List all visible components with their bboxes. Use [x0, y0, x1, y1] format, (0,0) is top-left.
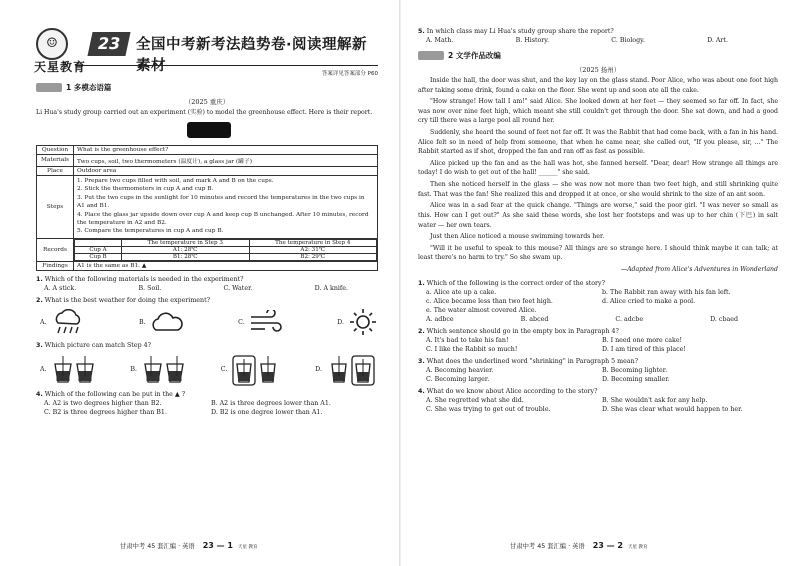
section-tag	[36, 83, 62, 92]
intro-text: Li Hua's study group carried out an experiment (实验) to model the greenhouse effect. Here is their report.	[36, 109, 373, 116]
option[interactable]: A. Math.	[426, 37, 454, 44]
option[interactable]: B. History.	[515, 37, 549, 44]
steps-label: Steps	[37, 175, 74, 239]
paragraph: Inside the hall, the door was shut, and the key lay on the glass stand. Poor Alice, who was about one foot high after taking some drink, found a cake on the floor. She went up and soon ate all the cake.	[418, 77, 778, 94]
option[interactable]: C. B2 is three degrees higher than B1.	[44, 409, 167, 417]
question-value: What is the greenhouse effect?	[74, 145, 378, 154]
findings-label: Findings	[37, 262, 74, 271]
paragraph: Alice was in a sad fear at the quick change. "Things are worse," said the poor girl. "I was never so small as this. How can I get out?" As she said these words, she lost her footsteps and was up to her chin (下巴) in salt water — her own tears.	[418, 202, 778, 229]
step-item: 5. Compare the temperatures in cup A and cup B.	[77, 228, 224, 235]
option[interactable]: B. She wouldn't ask for any help.	[602, 396, 708, 404]
page-footer: 甘肃中考 45 套汇编 · 英语 23 — 2 天星 教育	[510, 541, 648, 550]
records-cup: Cup B	[75, 254, 122, 261]
paragraph: "Will it be useful to speak to this mouse? All things are so strange here. I should think maybe it can talk; at least there's no harm to try." So she swam up.	[418, 244, 778, 262]
option[interactable]: C.	[238, 310, 283, 334]
question-1: 1. Which of the following materials is needed in the experiment? A. A stick. B. Soil. C. Water. D. A knife.	[36, 276, 348, 293]
jar-over-cups-icon	[326, 352, 378, 386]
section-tag	[418, 51, 444, 60]
section-heading-2: 2 文学作品改编	[418, 50, 778, 61]
records-cup: Cup A	[75, 247, 122, 254]
page-footer: 甘肃中考 45 套汇编 · 英语 23 — 1 天星 教育	[120, 541, 258, 550]
question-label: Question	[37, 145, 74, 154]
option[interactable]: A. A stick.	[44, 285, 77, 293]
source-year: （2025 重庆）	[184, 98, 230, 106]
records-head: The temperature in Step 4	[249, 240, 377, 247]
option[interactable]: D. She was clear what would happen to her.	[602, 405, 743, 413]
option[interactable]: A.	[40, 309, 85, 335]
records-value: A2: 31℃	[249, 247, 377, 254]
page-title: 全国中考新考法趋势卷·阅读理解新素材	[136, 37, 368, 74]
page-header	[34, 28, 378, 77]
event-item: c. Alice became less than two feet high.	[426, 297, 553, 305]
step-item: 4. Place the glass jar upside down over cup A and keep cup B unchanged. After 10 minutes, record the temperature in A2 and B2.	[77, 211, 369, 226]
event-item: b. The Rabbit ran away with his fan left.	[602, 288, 731, 296]
records-table	[74, 239, 377, 261]
option[interactable]: D.	[315, 352, 378, 386]
paragraph: Suddenly, she heard the sound of feet not far off. It was the Rabbit that had come back, with a fan in his hand. Alice felt so in need of help from someone, that when he came near, she called out, "If you please, sir, …" The Rabbit started as if shot, dropped the fan and ran off as fast as possible.	[418, 129, 778, 156]
redaction-block	[187, 122, 231, 138]
option[interactable]: C. Water.	[223, 285, 253, 293]
step-item: 2. Stick the thermometers in cup A and cup B.	[77, 186, 214, 193]
story-question-1: 1. Which of the following is the correct order of the story? a. Alice ate up a cake. b. The Rabbit ran away with his fan left. c. Alice became less than two feet high. d. Alice cried to make a pool. e. The water almost covered Alice. A. adbce B. abced C. adcbe D. cbaed	[418, 280, 778, 323]
option[interactable]: D. Becoming smaller.	[602, 375, 670, 383]
option[interactable]: B.	[130, 354, 189, 384]
brand-name: 天星教育	[34, 60, 87, 74]
event-item: d. Alice cried to make a pool.	[602, 297, 696, 305]
experiment-report-table	[36, 145, 378, 272]
paragraph: Alice picked up the fan and as the hall was hot, she fanned herself. "Dear, dear! How strange all things are today! I do wish to get out of the hall! ______" she said.	[418, 159, 778, 177]
story-question-3: 3. What does the underlined word "shrinking" in Paragraph 5 mean? A. Becoming heavier. B. Becoming lighter. C. Becoming larger. D. Becoming smaller.	[418, 358, 778, 383]
page-number: 23 — 1	[202, 541, 233, 550]
cloud-icon	[150, 310, 184, 334]
option[interactable]: B. I need one more cake!	[602, 336, 683, 344]
option[interactable]: A. adbce	[426, 315, 454, 323]
paper-number: 23	[87, 32, 130, 56]
option[interactable]: C. Becoming larger.	[426, 375, 490, 383]
section-heading-1: 1 多模态语篇	[36, 82, 378, 93]
question-4: 4. Which of the following can be put in the ▲ ? A. A2 is two degrees higher than B2. B. A2 is three degrees lower than A1. C. B2 is three degrees higher than B1. D. B2 is one degree lower than A1.	[36, 391, 378, 416]
step-item: 1. Prepare two cups filled with soil, and mark A and B on the cups.	[77, 177, 274, 184]
option[interactable]: A. A2 is two degrees higher than B2.	[44, 400, 162, 408]
option[interactable]: C. adcbe	[615, 315, 644, 323]
page-number: 23 — 2	[592, 541, 623, 550]
event-item: e. The water almost covered Alice.	[426, 306, 537, 314]
rain-cloud-icon	[51, 309, 85, 335]
option[interactable]: C.	[221, 352, 284, 386]
question-2: 2. What is the best weather for doing the experiment? A. B. C. D.	[36, 297, 378, 337]
jar-over-cups-icon	[231, 352, 283, 386]
option[interactable]: C. Biology.	[611, 37, 645, 44]
records-value: A1: 28℃	[122, 247, 250, 254]
materials-value: Two cups, soil, two thermometers (温度计), a glass jar (罐子)	[74, 154, 378, 166]
question-5: 5. In which class may Li Hua's study group share the report? A. Math. B. History. C. Biology. D. Art.	[418, 28, 728, 44]
materials-label: Materials	[37, 154, 74, 166]
option[interactable]: B. Becoming lighter.	[602, 366, 668, 374]
two-cups-icon	[141, 354, 189, 384]
option[interactable]: B. Soil.	[138, 285, 162, 293]
answer-reference: 答案详见答案部分 P60	[321, 71, 378, 77]
option[interactable]: B. abced	[520, 315, 549, 323]
option[interactable]: D. B2 is one degree lower than A1.	[211, 409, 323, 417]
option[interactable]: C. I like the Rabbit so much!	[426, 345, 518, 353]
paragraph: Then she noticed herself in the glass — she was now not more than two feet high, and still shrinking quite fast. That was the fan! She realized this and dropped it at once, or she would shrink to the size of an ant soon.	[418, 181, 778, 198]
records-label: Records	[37, 239, 74, 262]
paragraph: Just then Alice noticed a mouse swimming towards her.	[430, 233, 605, 241]
option[interactable]: B.	[139, 310, 184, 334]
place-value: Outdoor area	[74, 166, 378, 175]
sun-icon	[348, 307, 378, 337]
option[interactable]: A.	[40, 354, 99, 384]
option[interactable]: A. Becoming heavier.	[426, 366, 494, 374]
records-head: The temperature in Step 3	[122, 240, 250, 247]
step-item: 3. Put the two cups in the sunlight for 10 minutes and record the temperatures in the two cups in A1 and B1.	[77, 195, 365, 210]
option[interactable]: D. I am tired of this place!	[602, 345, 686, 353]
two-cups-icon	[51, 354, 99, 384]
story-source: —Adapted from Alice's Adventures in Wonderland	[620, 265, 778, 273]
question-3: 3. Which picture can match Step 4? A. B. C. D.	[36, 342, 378, 386]
header-rule	[76, 65, 378, 66]
paragraph: "How strange! How tall I am!" said Alice. She looked down at her feet — they seemed so far off. In fact, she was now over nine feet high, which meant she still couldn't get through the door. She sat down, and had a good cry till there was a large pool all round her.	[418, 98, 778, 125]
option[interactable]: D.	[337, 307, 378, 337]
option[interactable]: D. Art.	[707, 37, 728, 44]
records-value: B2: 29℃	[249, 254, 377, 261]
records-value: B1: 28℃	[122, 254, 250, 261]
story-text	[418, 76, 778, 275]
event-item: a. Alice ate up a cake.	[426, 288, 497, 296]
star-logo-icon: ☺	[36, 28, 68, 60]
steps-list	[74, 175, 378, 239]
wind-icon	[249, 310, 283, 334]
option[interactable]: D. cbaed	[710, 315, 738, 323]
redaction	[36, 120, 378, 139]
option[interactable]: C. She was trying to get out of trouble.	[426, 405, 551, 413]
story-question-4: 4. What do we know about Alice according to the story? A. She regretted what she did. B. She wouldn't ask for any help. C. She was trying to get out of trouble. D. She was clear what would happen to her.	[418, 388, 778, 413]
source-year: （2025 扬州）	[575, 66, 621, 74]
place-label: Place	[37, 166, 74, 175]
findings-value: A1 is the same as B1. ▲	[74, 262, 378, 271]
right-page	[400, 0, 800, 566]
story-question-2: 2. Which sentence should go in the empty box in Paragraph 4? A. It's bad to take his fan! B. I need one more cake! C. I like the Rabbit so much! D. I am tired of this place!	[418, 328, 778, 353]
option[interactable]: A. She regretted what she did.	[426, 396, 524, 404]
records-cell	[74, 239, 378, 262]
option[interactable]: D. A knife.	[314, 285, 348, 293]
option[interactable]: B. A2 is three degrees lower than A1.	[211, 400, 331, 408]
option[interactable]: A. It's bad to take his fan!	[426, 336, 509, 344]
